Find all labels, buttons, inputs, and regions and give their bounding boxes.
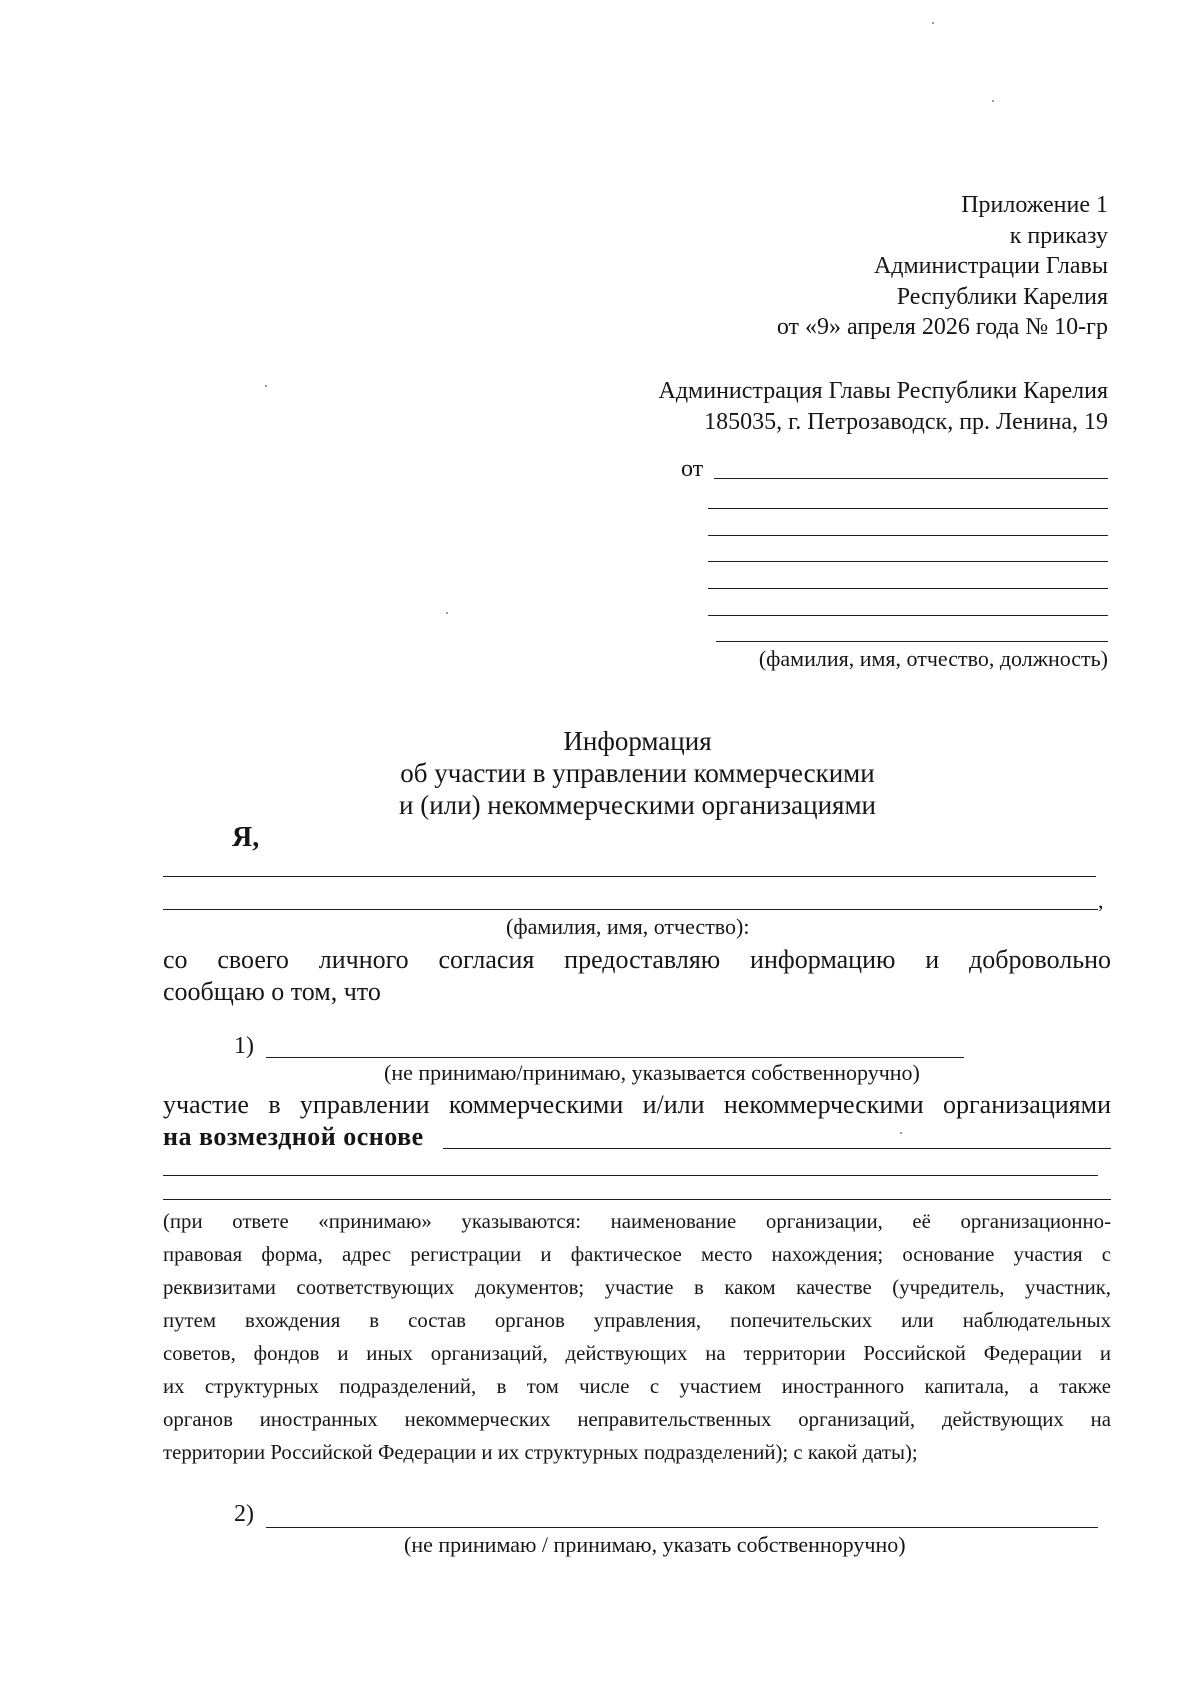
- item-2-answer-line[interactable]: [266, 1527, 1098, 1528]
- from-field-line-5[interactable]: [708, 588, 1108, 589]
- annex-line-3: Администрации Главы: [873, 253, 1108, 279]
- from-label: от: [681, 456, 704, 482]
- annex-header: [777, 190, 1108, 343]
- item-1-details-line-2[interactable]: [163, 1175, 1098, 1176]
- item-1-number: 1): [234, 1033, 254, 1059]
- note-line-5: советов, фондов и иных организаций, действующих на территории Российской Федерации и: [163, 1342, 1111, 1365]
- item-1-caption: (не принимаю/принимаю, указывается собственноручно): [384, 1060, 920, 1085]
- from-field-line-4[interactable]: [708, 561, 1108, 562]
- title-line-3: и (или) некоммерческими организациями: [399, 790, 876, 820]
- from-field-line-6[interactable]: [708, 615, 1108, 616]
- document-title: [0, 725, 1200, 821]
- annex-line-4: Республики Карелия: [896, 283, 1108, 310]
- item-2-number: 2): [234, 1501, 254, 1527]
- note-line-8: территории Российской Федерации и их структурных подразделений); с какой даты);: [163, 1441, 918, 1464]
- item-1-text-bold: на возмездной основе: [163, 1122, 424, 1151]
- item-2-caption: (не принимаю / принимаю, указать собственноручно): [404, 1532, 906, 1557]
- item-1-answer-line[interactable]: [266, 1057, 964, 1058]
- item-1-details-line-3[interactable]: [163, 1199, 1111, 1200]
- note-line-7: органов иностранных некоммерческих неправительственных организаций, действующих на: [163, 1408, 1111, 1431]
- from-caption: (фамилия, имя, отчество, должность): [758, 646, 1108, 671]
- from-field-line-7[interactable]: [716, 641, 1108, 642]
- declarant-name-line-2[interactable]: [163, 909, 1098, 910]
- item-1-text: [163, 1089, 1111, 1153]
- note-line-3: реквизитами соответствующих документов; участие в каком качестве (учредитель, участник,: [163, 1276, 1111, 1299]
- declarant-name-line-1[interactable]: [163, 876, 1096, 877]
- annex-line-1: Приложение 1: [961, 192, 1108, 218]
- note-line-6: их структурных подразделений, в том числе с участием иностранного капитала, а также: [163, 1375, 1111, 1398]
- annex-line-2: к приказу: [1009, 222, 1108, 249]
- addressee-block: [659, 376, 1108, 438]
- declarant-comma: ,: [1098, 888, 1104, 913]
- annex-line-5: от «9» апреля 2026 года № 10-гр: [776, 314, 1108, 340]
- note-line-1: (при ответе «принимаю» указываются: наименование организации, её организационно-: [163, 1210, 1111, 1233]
- consent-line-2: сообщаю о том, что: [163, 977, 381, 1006]
- title-line-2: об участии в управлении коммерческими: [400, 758, 875, 788]
- scan-speck: [265, 385, 267, 387]
- item-1-details-line-1[interactable]: [443, 1148, 1111, 1149]
- scan-speck: [992, 100, 994, 102]
- from-field-line-1[interactable]: [714, 478, 1108, 479]
- addressee-name: Администрация Главы Республики Карелия: [658, 378, 1108, 404]
- consent-paragraph: [163, 944, 1111, 1008]
- title-line-1: Информация: [563, 726, 712, 756]
- item-1-text-line-1: участие в управлении коммерческими и/или некоммерческими организациями: [163, 1090, 1111, 1119]
- scan-speck: [900, 1132, 902, 1134]
- from-field-line-2[interactable]: [708, 508, 1108, 509]
- consent-line-1: со своего личного согласия предоставляю информацию и добровольно: [163, 945, 1111, 974]
- declarant-caption: (фамилия, имя, отчество):: [506, 914, 750, 939]
- scan-speck: [446, 612, 448, 614]
- addressee-address: 185035, г. Петрозаводск, пр. Ленина, 19: [704, 409, 1108, 435]
- from-field-line-3[interactable]: [708, 535, 1108, 536]
- declarant-pronoun: Я,: [232, 822, 260, 853]
- scan-speck: [932, 22, 934, 24]
- note-line-4: путем вхождения в состав органов управления, попечительских или наблюдательных: [163, 1309, 1111, 1332]
- note-line-2: правовая форма, адрес регистрации и фактическое место нахождения; основание участия с: [163, 1243, 1111, 1266]
- instructions-note: [163, 1205, 1111, 1469]
